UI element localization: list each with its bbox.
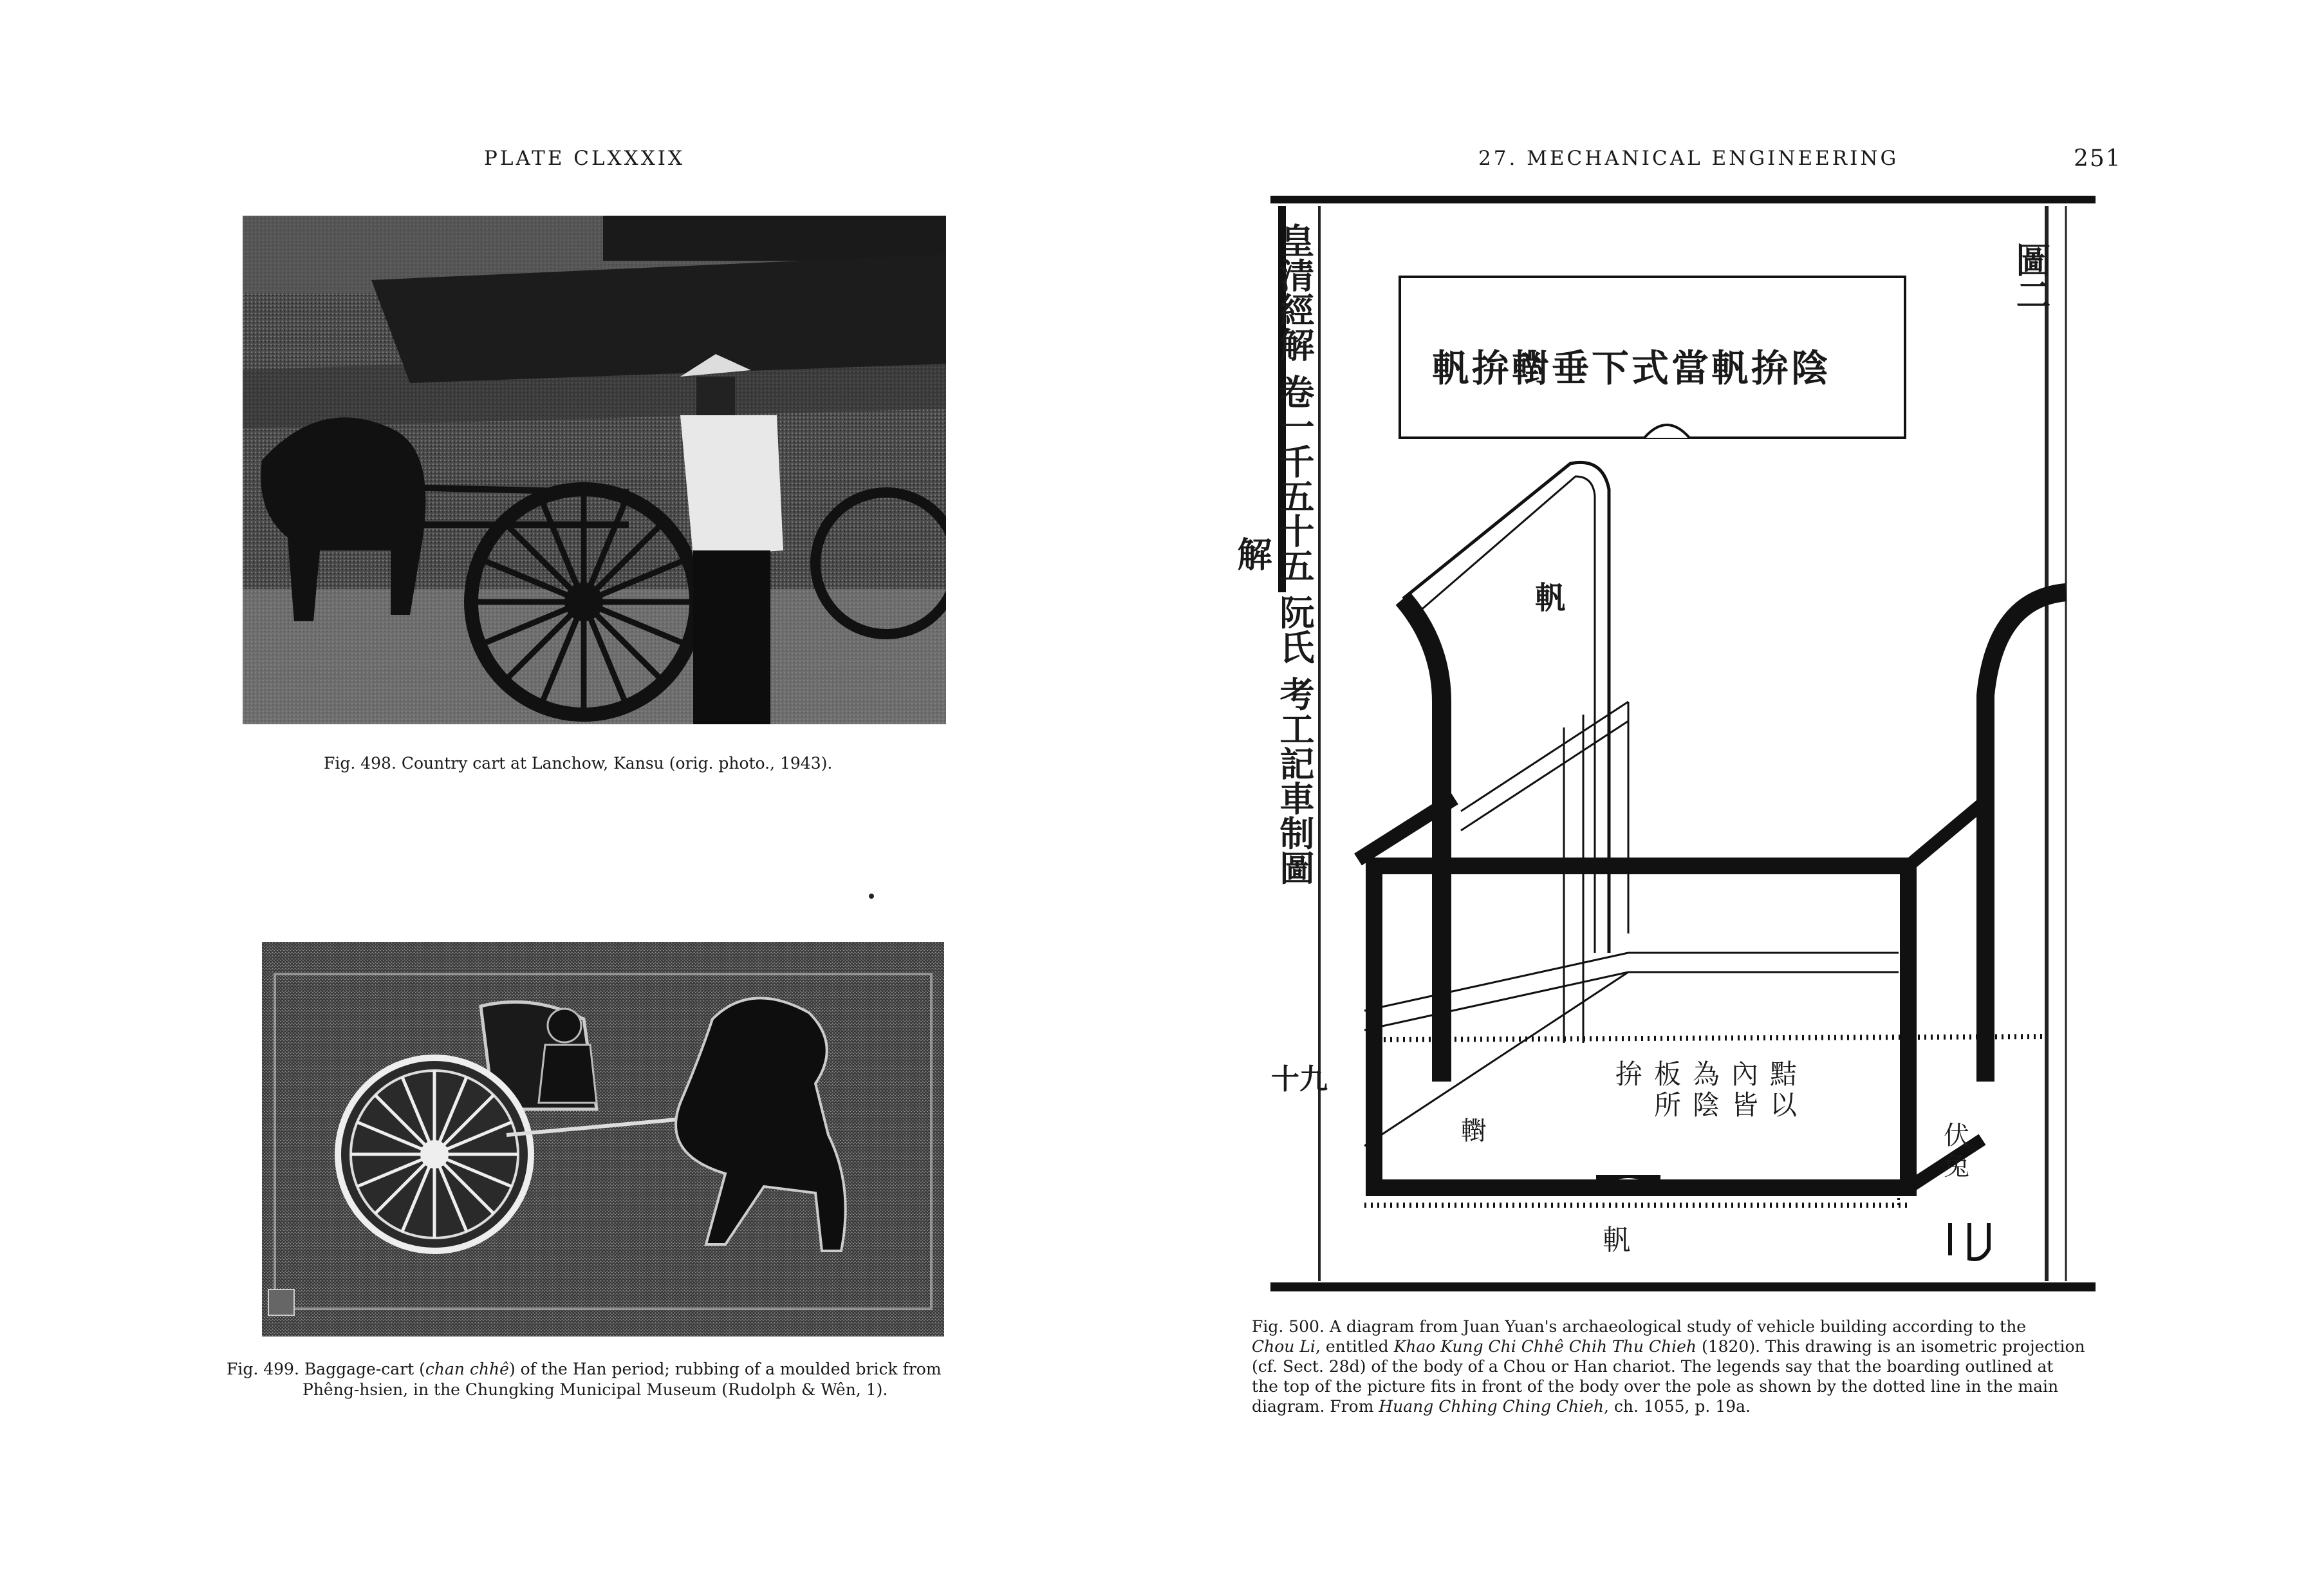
fig499-caption-line1: Fig. 499. Baggage-cart (chan chhê) of the Han period; rubbing of a moulded brick from — [227, 1360, 942, 1378]
diagram-right-column-text: 圖二 — [2011, 242, 2051, 312]
diagram-right-label: 伏兔 — [1944, 1121, 1969, 1181]
diagram-inner-label-col1: 拚 — [1615, 1058, 1643, 1090]
fig500-caption — [1252, 1317, 2114, 1416]
fig500-diagram — [1232, 193, 2098, 1313]
fig498-caption: Fig. 498. Country cart at Lanchow, Kansu (orig. photo., 1943). — [324, 754, 833, 773]
fig499-rubbing — [262, 942, 944, 1336]
fig500-caption-line2: Chou Li, entitled Khao Kung Chi Chhê Chih Thu Chieh (1820). This drawing is an isometric projection — [1252, 1337, 2085, 1356]
right-running-head: 27. MECHANICAL ENGINEERING — [1478, 147, 1899, 170]
diagram-corner-label: 轛 — [1461, 1116, 1487, 1146]
fig500-caption-line1: Fig. 500. A diagram from Juan Yuan's archaeological study of vehicle building according to the — [1252, 1317, 2027, 1336]
diagram-inner-label-col2: 板所 — [1654, 1058, 1682, 1121]
diagram-bottom-label: 軓 — [1603, 1224, 1631, 1257]
fig498-photo — [243, 216, 946, 724]
fig500-caption-line3: (cf. Sect. 28d) of the body of a Chou or Han chariot. The legends say that the boarding outlined at — [1252, 1357, 2054, 1376]
diagram-inner-label-col4: 內皆 — [1731, 1058, 1759, 1121]
fig500-caption-line5: diagram. From Huang Chhing Ching Chieh, ch. 1055, p. 19a. — [1252, 1397, 1751, 1416]
diagram-top-label: 軓拚轛垂下式當軓拚陰 — [1432, 346, 1832, 390]
fig499-caption-line2: Phêng-hsien, in the Chungking Municipal Museum (Rudolph & Wên, 1). — [302, 1380, 888, 1399]
page-number: 251 — [2074, 145, 2122, 172]
left-running-head: PLATE CLXXXIX — [484, 147, 685, 170]
fig500-caption-line4: the top of the picture fits in front of the body over the pole as shown by the dotted line in the main — [1252, 1377, 2059, 1396]
stray-dot — [869, 894, 874, 899]
diagram-left-column-text: 皇清經解 卷一千五十五 阮氏 考工記車制圖解 — [1232, 222, 1315, 885]
fig499-baggage-cart-image — [262, 942, 944, 1336]
fig498-cart-image — [243, 216, 946, 724]
rubbing-wheel — [338, 1058, 531, 1251]
diagram-inner-label-col5: 黠以 — [1770, 1058, 1798, 1121]
diagram-label-fan: 軓 — [1535, 580, 1566, 616]
diagram-left-column-lower: 十九 — [1271, 1063, 1328, 1096]
diagram-inner-label-col3: 為陰 — [1693, 1058, 1720, 1121]
